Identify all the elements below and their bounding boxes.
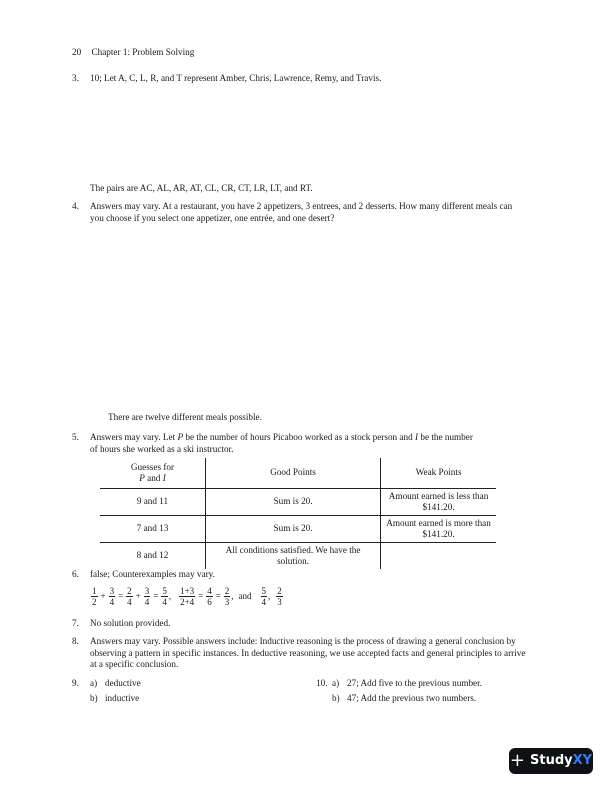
q9-number: 9. <box>72 678 79 688</box>
cell-guess: 9 and 11 <box>100 489 205 516</box>
table-row <box>100 543 496 570</box>
q5-number: 5. <box>72 432 79 442</box>
equals-sign: = <box>118 591 124 602</box>
cell-good: Sum is 20. <box>205 489 380 516</box>
q9-a-label: a) <box>90 678 98 688</box>
denominator: 3 <box>277 597 282 608</box>
brand-study: Study <box>530 752 573 768</box>
header-guesses <box>100 458 205 489</box>
q10-a: 27; Add five to the previous number. <box>347 678 482 688</box>
q4-answer: There are twelve different meals possible. <box>108 412 262 422</box>
q8-text: Answers may vary. Possible answers include: Inductive reasoning is the process of drawing a general conclusion by observing a pattern in specific instances. In deductive reasoning, we use accepted facts and general principles to arrive at a specific conclusion. <box>90 636 526 669</box>
var-i: I <box>415 432 419 442</box>
q10-b: 47; Add the previous two numbers. <box>347 693 477 703</box>
numerator: 1+3 <box>180 586 195 596</box>
denominator: 4 <box>162 597 167 608</box>
equals-sign: = <box>198 591 204 602</box>
numerator: 4 <box>207 586 212 596</box>
page-header <box>72 47 194 59</box>
comma: , <box>231 591 234 602</box>
q4-number: 4. <box>72 201 79 211</box>
equals-sign: = <box>153 591 159 602</box>
q3-pairs: The pairs are AC, AL, AR, AT, CL, CR, CT, LR, LT, and RT. <box>90 183 313 193</box>
denominator: 3 <box>224 597 230 608</box>
q7-number: 7. <box>72 618 79 628</box>
chapter-title: Chapter 1: Problem Solving <box>91 47 195 57</box>
header-weak: Weak Points <box>381 458 496 489</box>
comma: , <box>168 591 172 602</box>
fraction <box>206 586 213 608</box>
cell-weak <box>381 543 496 570</box>
table-row <box>100 489 496 516</box>
q5-text-c: be the number <box>418 432 473 442</box>
plus-icon: + <box>509 750 526 771</box>
comma: , <box>268 591 271 602</box>
denominator: 4 <box>109 597 115 608</box>
fraction <box>224 586 234 608</box>
fraction <box>161 586 168 608</box>
header-var-i: I <box>162 473 166 483</box>
header-good: Good Points <box>205 458 380 489</box>
cell-guess: 7 and 13 <box>100 516 205 543</box>
numerator: 3 <box>109 586 115 596</box>
q8-number: 8. <box>72 636 79 646</box>
header-guesses-label: Guesses for <box>130 461 175 472</box>
q6-text: false; Counterexamples may vary. <box>90 569 215 579</box>
numerator: 5 <box>162 586 167 596</box>
q10-a-label: a) <box>332 678 340 688</box>
q5-text-a: Answers may vary. Let <box>90 432 178 442</box>
numerator: 2 <box>127 586 132 596</box>
header-and: and <box>147 473 161 483</box>
fraction <box>261 586 271 608</box>
fraction <box>276 586 283 608</box>
denominator: 2 <box>92 597 97 608</box>
q10-number: 10. <box>316 678 328 688</box>
denominator: 4 <box>144 597 150 608</box>
header-var-p: P <box>139 473 145 483</box>
cell-good: Sum is 20. <box>205 516 380 543</box>
q9-a: deductive <box>105 678 141 688</box>
fraction <box>126 586 133 608</box>
numerator: 1 <box>92 586 97 596</box>
var-p: P <box>177 432 184 442</box>
q3-text: 10; Let A, C, L, R, and T represent Amber, Chris, Lawrence, Remy, and Travis. <box>90 73 382 83</box>
and-word: and <box>238 591 252 602</box>
q5-text-b: be the number of hours Picaboo worked as a stock person and <box>183 432 415 442</box>
denominator: 6 <box>207 597 212 608</box>
table-header-row <box>100 458 496 489</box>
q10-b-label: b) <box>332 693 340 703</box>
q4-text: Answers may vary. At a restaurant, you have 2 appetizers, 3 entrees, and 2 desserts. How many different meals can you choose if you select one appetizer, one entrée, and one desert? <box>90 201 513 223</box>
q6-number: 6. <box>72 569 79 579</box>
guess-table <box>100 458 496 569</box>
plus-sign: + <box>100 591 106 602</box>
studyxy-badge[interactable] <box>509 748 593 774</box>
table-row <box>100 516 496 543</box>
counterexample-math <box>90 586 284 608</box>
fraction <box>144 586 151 608</box>
plus-sign: + <box>135 591 141 602</box>
q9-b-label: b) <box>90 693 98 703</box>
q9-b: inductive <box>105 693 140 703</box>
cell-weak: Amount earned is more than $141.20. <box>381 516 496 543</box>
q5-text-line2: of hours she worked as a ski instructor. <box>90 443 234 454</box>
fraction <box>109 586 116 608</box>
fraction <box>91 586 98 608</box>
q5-text <box>90 432 530 455</box>
page-number: 20 <box>72 47 82 57</box>
denominator: 4 <box>261 597 267 608</box>
numerator: 2 <box>277 586 282 596</box>
denominator: 2+4 <box>180 597 195 608</box>
denominator: 4 <box>127 597 132 608</box>
cell-good: All conditions satisfied. We have the solution. <box>205 543 380 570</box>
numerator: 5 <box>261 586 267 596</box>
cell-guess: 8 and 12 <box>100 543 205 570</box>
equals-sign: = <box>215 591 221 602</box>
q3-number: 3. <box>72 73 79 83</box>
brand-xy: XY <box>572 752 593 768</box>
cell-weak: Amount earned is less than $141.20. <box>381 489 496 516</box>
numerator: 3 <box>144 586 150 596</box>
fraction <box>179 586 195 608</box>
numerator: 2 <box>224 586 230 596</box>
q7-text: No solution provided. <box>90 618 171 628</box>
